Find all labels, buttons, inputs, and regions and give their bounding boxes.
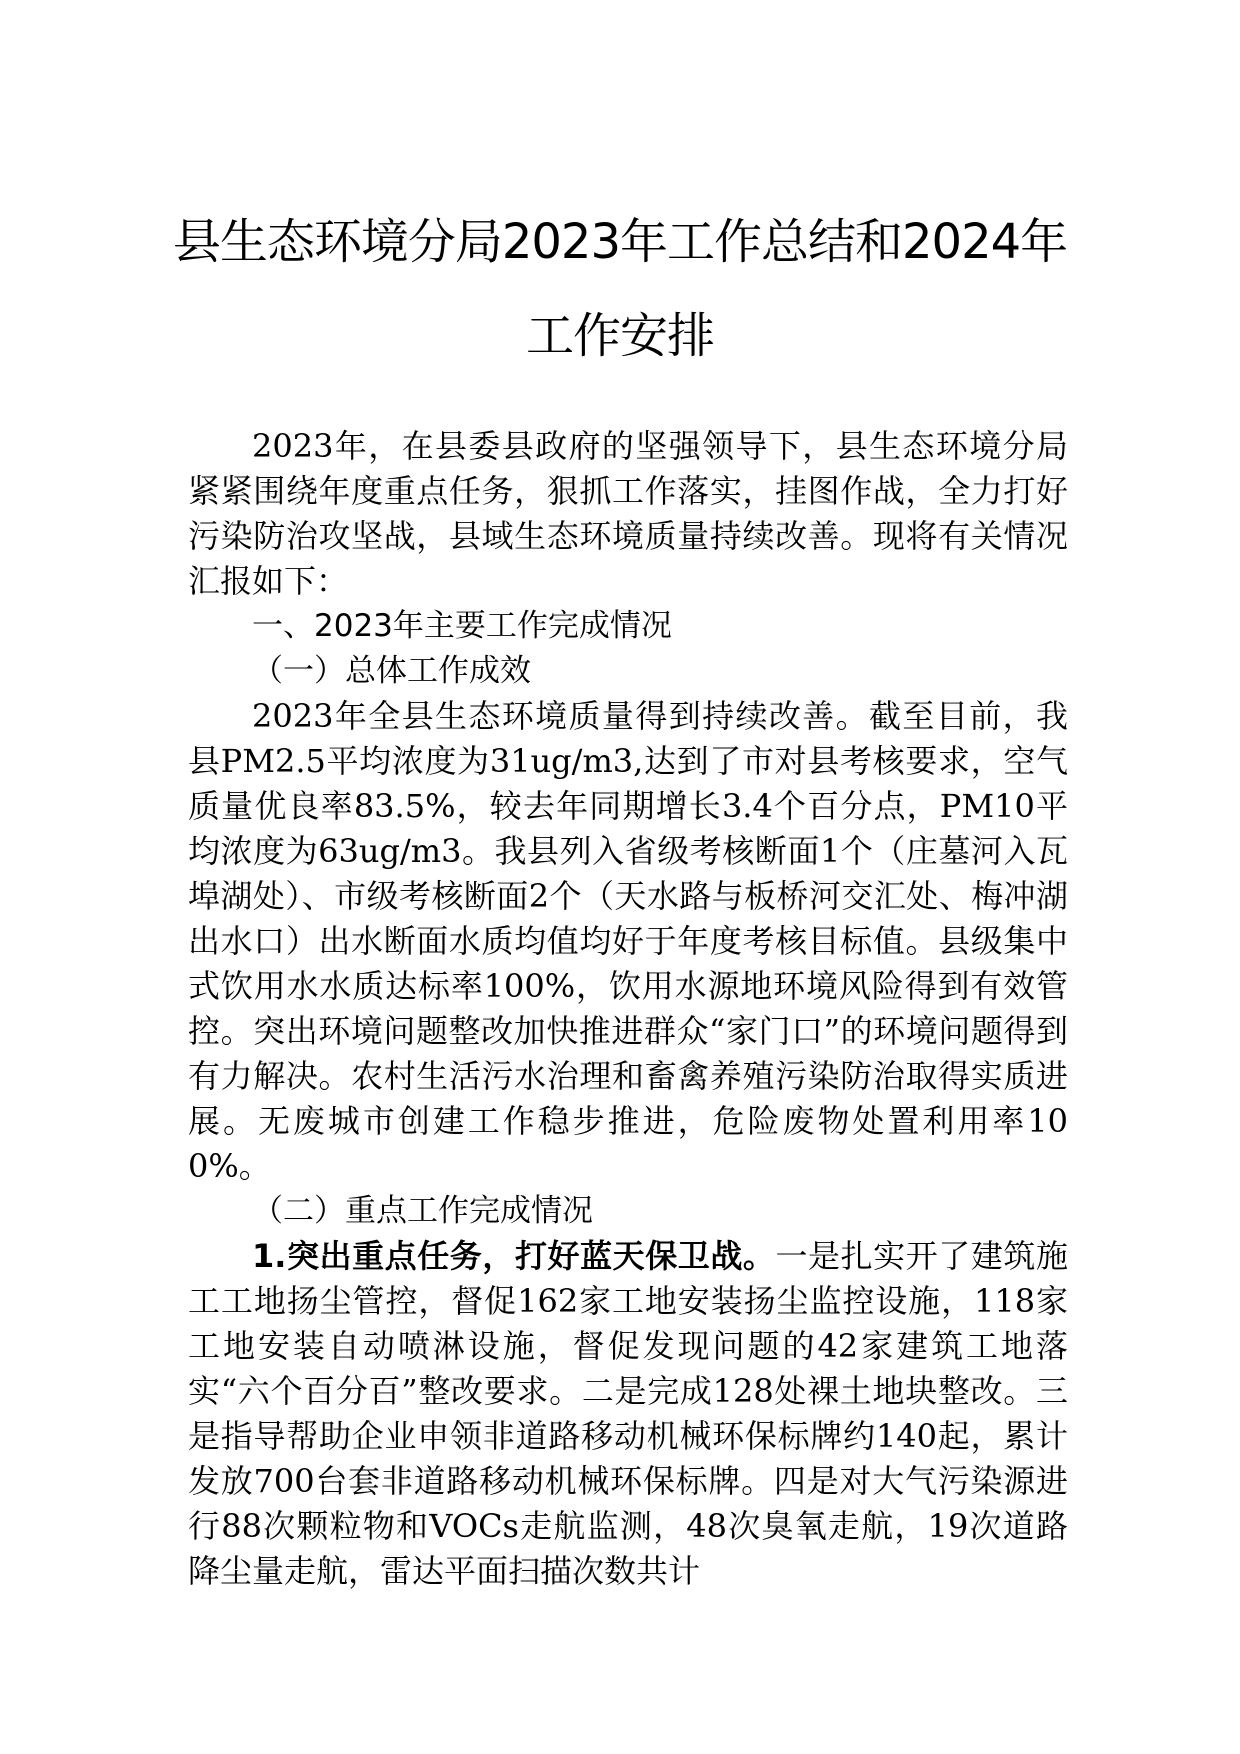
subsection2-heading: （二）重点工作完成情况 xyxy=(252,1193,593,1229)
item1-paragraph xyxy=(188,1234,1068,1594)
item1-lead: 1.突出重点任务，打好蓝天保卫战。 xyxy=(252,1237,776,1275)
document-body xyxy=(188,424,1068,1594)
subsection1-heading: （一）总体工作成效 xyxy=(252,653,531,689)
section1-heading: 一、2023年主要工作完成情况 xyxy=(252,608,672,644)
item1-text: 一是扎实开了建筑施工工地扬尘管控，督促162家工地安装扬尘监控设施，118家工地安装自动喷淋设施，督促发现问题的42家建筑工地落实“六个百分百”整改要求。二是完成128处裸土地块整改。三是指导帮助企业申领非道路移动机械环保标牌约140起，累计发放700台套非道路移动机械环保标牌。四是对大气污染源进行88次颗粒物和VOCs走航监测，48次臭氧走航，19次道路降尘量走航，雷达平面扫描次数共计 xyxy=(188,1237,1068,1590)
document-title-line2: 工作安排 xyxy=(525,308,714,364)
subsection1-paragraph: 2023年全县生态环境质量得到持续改善。截至目前，我县PM2.5平均浓度为31ug/m3,达到了市对县考核要求，空气质量优良率83.5%，较去年同期增长3.4个百分点，PM10平均浓度为63ug/m3。我县列入省级考核断面1个（庄墓河入瓦埠湖处）、市级考核断面2个（天水路与板桥河交汇处、梅冲湖出水口）出水断面水质均值均好于年度考核目标值。县级集中式饮用水水质达标率100%，饮用水源地环境风险得到有效管控。突出环境问题整改加快推进群众“家门口”的环境问题得到有力解决。农村生活污水治理和畜禽养殖污染防治取得实质进展。无废城市创建工作稳步推进，危险废物处置利用率100%。 xyxy=(188,697,1068,1185)
intro-paragraph: 2023年，在县委县政府的坚强领导下，县生态环境分局紧紧围绕年度重点任务，狠抓工作落实，挂图作战，全力打好污染防治攻坚战，县域生态环境质量持续改善。现将有关情况汇报如下： xyxy=(188,427,1068,600)
document-title-line1: 县生态环境分局2023年工作总结和2024年 xyxy=(172,214,1068,270)
